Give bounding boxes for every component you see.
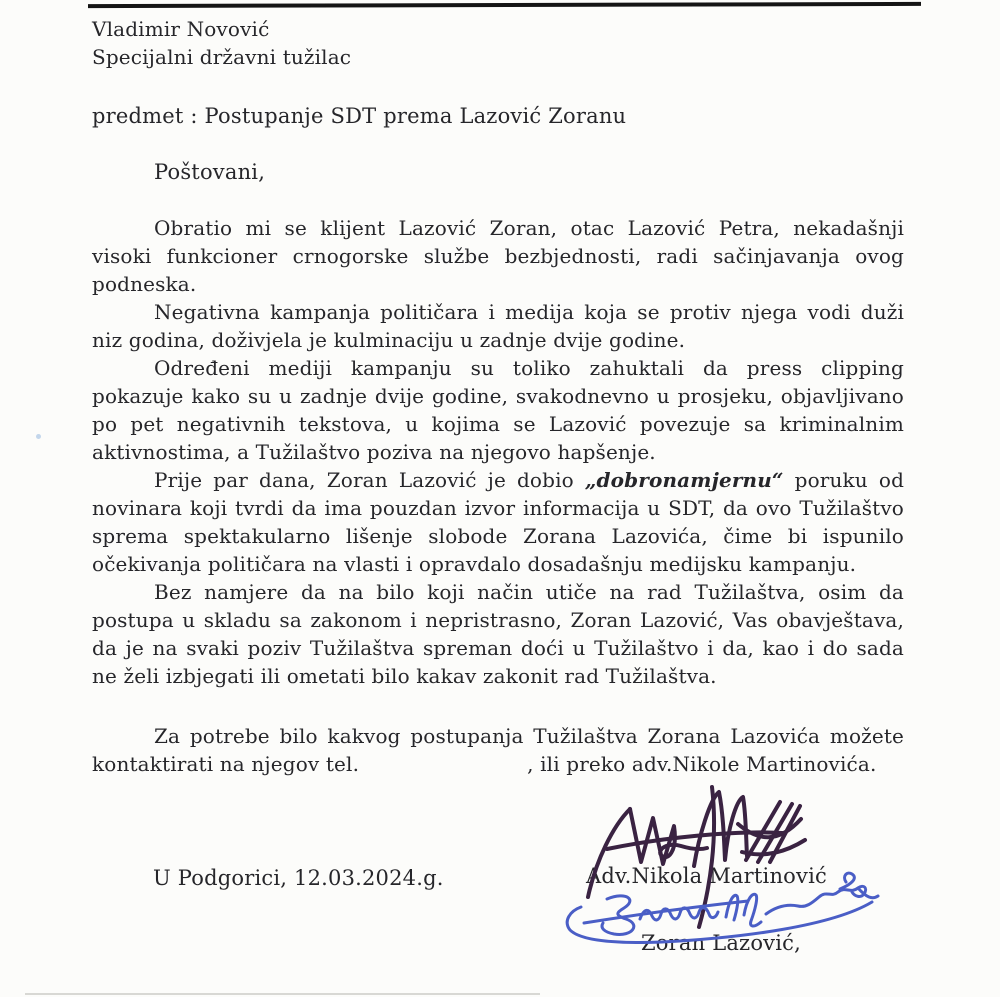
contact-pre: kontaktirati na njegov tel. (92, 752, 360, 776)
paragraph-line: Obratio mi se klijent Lazović Zoran, otac Lazović Petra, nekadašnji (154, 216, 904, 240)
scan-edge-bottom (25, 993, 540, 995)
scan-edge-top (88, 2, 921, 8)
paragraph-line: podneska. (92, 272, 197, 296)
letter-body (92, 214, 904, 690)
paragraph-line: sprema spektakularno lišenje slobode Zorana Lazovića, čime bi ispunilo (92, 524, 904, 548)
paragraph-line: Bez namjere da na bilo koji način utiče na rad Tužilaštva, osim da (154, 580, 904, 604)
salutation: Poštovani, (154, 160, 266, 184)
paragraph-line: novinara koji tvrdi da ima pouzdan izvor informacija u SDT, da ovo Tužilaštvo (92, 496, 904, 520)
scan-speck (36, 434, 41, 439)
paragraph-text: poruku od (794, 468, 905, 492)
redacted-phone-blank (359, 757, 527, 771)
contact-paragraph (92, 722, 904, 778)
paragraph-text: Prije par dana, Zoran Lazović je dobio (154, 468, 574, 492)
paragraph-line: postupa u skladu sa zakonom i nepristrasno, Zoran Lazović, Vas obavještava, (92, 608, 904, 632)
recipient-title: Specijalni državni tužilac (92, 45, 352, 69)
lawyer-signature-icon (588, 787, 805, 927)
letterhead (92, 15, 351, 71)
paragraph-line: aktivnostima, a Tužilaštvo poziva na njegovo hapšenje. (92, 440, 656, 464)
paragraph-line: Za potrebe bilo kakvog postupanja Tužilaštva Zorana Lazovića možete (154, 724, 904, 748)
paragraph-line: niz godina, doživjela je kulminaciju u zadnje dvije godine. (92, 328, 686, 352)
paragraph-line: očekivanja političara na vlasti i opravdalo dosadašnju medijsku kampanju. (92, 552, 857, 576)
paragraph-line: Negativna kampanja političara i medija koja se protiv njega vodi duži (154, 300, 904, 324)
paragraph-line: Određeni mediji kampanju su toliko zahuktali da press clipping (154, 356, 904, 380)
paragraph-line: pokazuje kako su u zadnje dvije godine, svakodnevno u prosjeku, objavljivano (92, 384, 904, 408)
paragraph-line: visoki funkcioner crnogorske službe bezbjednosti, radi sačinjavanja ovog (92, 244, 904, 268)
paragraph-line: ne želi izbjegati ili ometati bilo kakav zakonit rad Tužilaštva. (92, 664, 717, 688)
paragraph-line: po pet negativnih tekstova, u kojima se Lazović povezuje sa kriminalnim (92, 412, 904, 436)
contact-line (92, 750, 904, 778)
client-name: Zoran Lazović, (641, 931, 801, 955)
place-date: U Podgorici, 12.03.2024.g. (153, 866, 444, 890)
contact-post: , ili preko adv.Nikole Martinovića. (527, 752, 877, 776)
recipient-name: Vladimir Novović (92, 17, 270, 41)
quoted-emphasis: „dobronamjernu“ (584, 468, 784, 492)
subject-line: predmet : Postupanje SDT prema Lazović Zoranu (92, 104, 627, 128)
lawyer-name: Adv.Nikola Martinović (586, 864, 827, 888)
paragraph-line (92, 466, 904, 494)
paragraph-line: da je na svaki poziv Tužilaštva spreman doći u Tužilaštvo i da, kao i do sada (92, 636, 904, 660)
